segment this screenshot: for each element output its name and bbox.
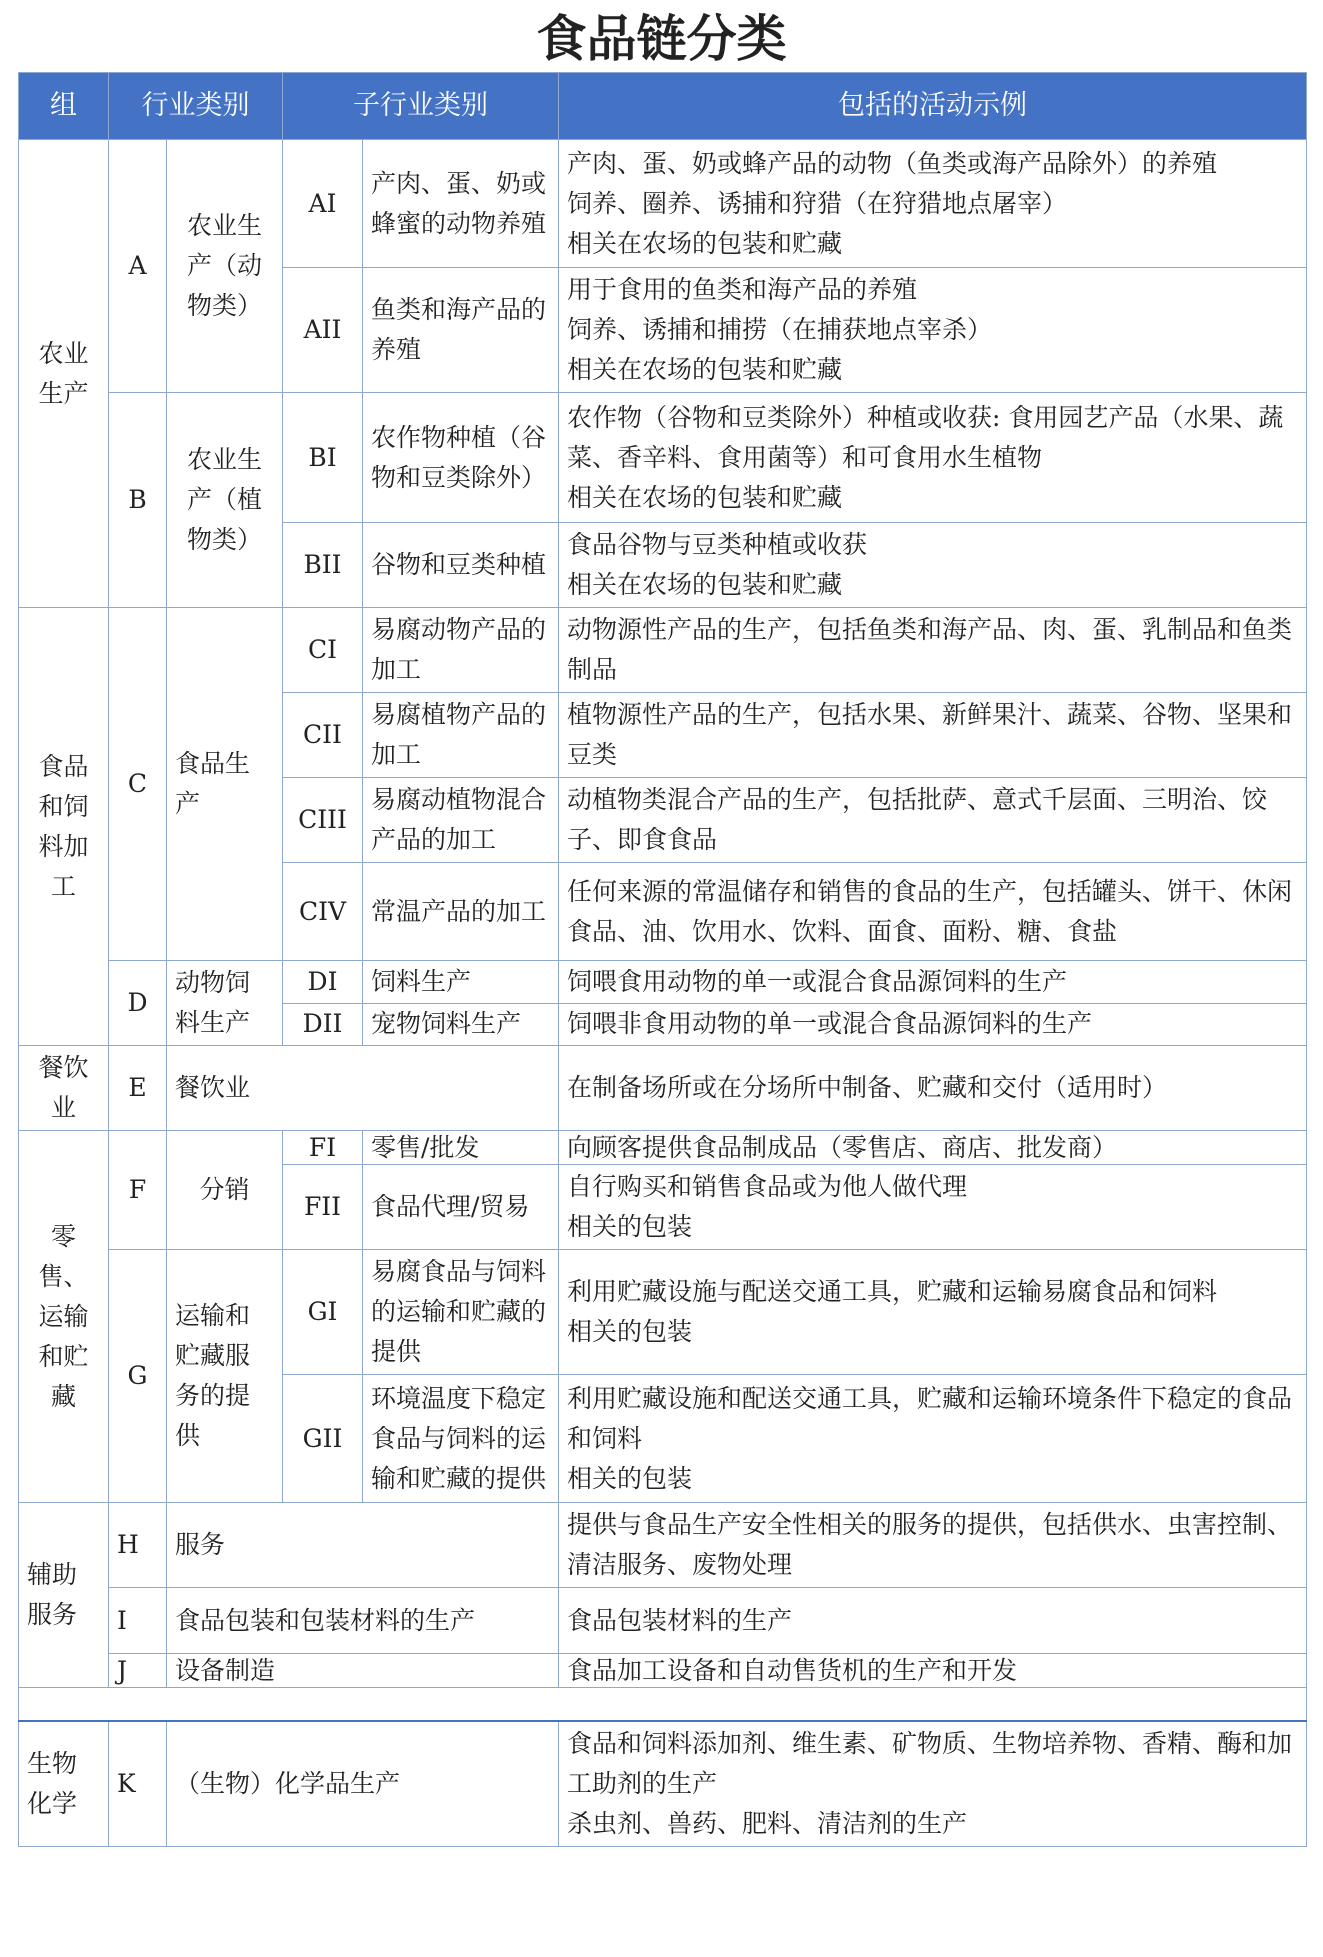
examples-cell — [559, 523, 1307, 608]
category-name: 动物饲料生产 — [167, 961, 283, 1046]
examples-cell — [559, 1375, 1307, 1503]
examples-cell: 食品加工设备和自动售货机的生产和开发 — [559, 1654, 1307, 1688]
examples-cell — [559, 693, 1307, 778]
example-line: 植物源性产品的生产，包括水果、新鲜果汁、蔬菜、谷物、坚果和豆类 — [567, 700, 1293, 769]
examples-cell: 提供与食品生产安全性相关的服务的提供，包括供水、虫害控制、清洁服务、废物处理 — [559, 1503, 1307, 1588]
example-line: 动植物类混合产品的生产，包括批萨、意式千层面、三明治、饺子、即食食品 — [567, 785, 1268, 854]
examples-cell — [559, 1165, 1307, 1250]
example-line: 食品谷物与豆类种植或收获 — [567, 530, 868, 559]
sub-name: 产肉、蛋、奶或蜂蜜的动物养殖 — [363, 140, 559, 268]
sub-code: GII — [283, 1375, 363, 1503]
example-line: 自行购买和销售食品或为他人做代理 — [567, 1172, 968, 1201]
example-line: 利用贮藏设施和配送交通工具，贮藏和运输环境条件下稳定的食品和饲料 — [567, 1383, 1293, 1453]
header-group: 组 — [19, 73, 109, 140]
sub-code: CII — [283, 693, 363, 778]
table-row — [19, 1503, 1307, 1588]
table-row — [19, 608, 1307, 693]
category-code: E — [109, 1046, 167, 1131]
table-row — [19, 1654, 1307, 1688]
category-name: 设备制造 — [167, 1654, 559, 1688]
category-code: F — [109, 1131, 167, 1250]
sub-name: 零售/批发 — [363, 1131, 559, 1165]
table-row — [19, 393, 1307, 523]
example-line: 杀虫剂、兽药、肥料、清洁剂的生产 — [567, 1809, 968, 1838]
sub-name: 易腐植物产品的加工 — [363, 693, 559, 778]
sub-code: BII — [283, 523, 363, 608]
example-line: 食品和饲料添加剂、维生素、矿物质、生物培养物、香精、酶和加工助剂的生产 — [567, 1729, 1293, 1798]
example-line: 动物源性产品的生产，包括鱼类和海产品、肉、蛋、乳制品和鱼类制品 — [567, 615, 1293, 684]
examples-cell — [559, 778, 1307, 863]
examples-cell — [559, 608, 1307, 693]
category-code: I — [109, 1588, 167, 1654]
header-row — [19, 73, 1307, 140]
header-sub-industry: 子行业类别 — [283, 73, 559, 140]
category-name: 餐饮业 — [167, 1046, 559, 1131]
example-line: 饲养、圈养、诱捕和狩猎（在狩猎地点屠宰） — [567, 188, 1068, 218]
example-line: 利用贮藏设施与配送交通工具，贮藏和运输易腐食品和饲料 — [567, 1277, 1218, 1306]
sub-name: 鱼类和海产品的养殖 — [363, 268, 559, 393]
sub-code: CIV — [283, 863, 363, 961]
example-line: 农作物（谷物和豆类除外）种植或收获: 食用园艺产品（水果、蔬菜、香辛料、食用菌等）和可食用水生植物 — [567, 402, 1284, 472]
sub-code: FI — [283, 1131, 363, 1165]
sub-code: DII — [283, 1003, 363, 1046]
sub-name: 环境温度下稳定食品与饲料的运输和贮藏的提供 — [363, 1375, 559, 1503]
category-code: K — [109, 1721, 167, 1847]
category-code: A — [109, 140, 167, 393]
category-name: 分销 — [167, 1131, 283, 1250]
table-row — [19, 1721, 1307, 1847]
category-code: C — [109, 608, 167, 961]
example-line: 向顾客提供食品制成品（零售店、商店、批发商） — [567, 1132, 1118, 1162]
sub-name: 饲料生产 — [363, 961, 559, 1004]
food-chain-table — [18, 72, 1307, 1847]
example-line: 饲喂非食用动物的单一或混合食品源饲料的生产 — [567, 1009, 1093, 1039]
group-cell: 农业生产 — [19, 140, 109, 608]
category-name: 农业生产（植物类） — [167, 393, 283, 608]
example-line: 饲养、诱捕和捕捞（在捕获地点宰杀） — [567, 315, 993, 344]
example-line: 相关在农场的包装和贮藏 — [567, 570, 843, 599]
examples-cell: 在制备场所或在分场所中制备、贮藏和交付（适用时） — [559, 1046, 1307, 1131]
examples-cell: 食品包装材料的生产 — [559, 1588, 1307, 1654]
table-row — [19, 1046, 1307, 1131]
sub-name: 农作物种植（谷物和豆类除外） — [363, 393, 559, 523]
table-row — [19, 140, 1307, 268]
header-examples: 包括的活动示例 — [559, 73, 1307, 140]
sub-code: FII — [283, 1165, 363, 1250]
table-row — [19, 961, 1307, 1004]
sub-name: 易腐动物产品的加工 — [363, 608, 559, 693]
sub-code: CIII — [283, 778, 363, 863]
group-cell: 零售、运输和贮藏 — [19, 1131, 109, 1503]
sub-name: 易腐食品与饲料的运输和贮藏的提供 — [363, 1250, 559, 1375]
example-line: 相关的包装 — [567, 1317, 693, 1346]
sub-code: BI — [283, 393, 363, 523]
table-row — [19, 1131, 1307, 1165]
category-code: D — [109, 961, 167, 1046]
category-code: J — [109, 1654, 167, 1688]
example-line: 相关在农场的包装和贮藏 — [567, 228, 843, 258]
sub-name: 谷物和豆类种植 — [363, 523, 559, 608]
category-name: （生物）化学品生产 — [167, 1721, 559, 1847]
category-code: H — [109, 1503, 167, 1588]
examples-cell — [559, 1003, 1307, 1046]
example-line: 任何来源的常温储存和销售的食品的生产，包括罐头、饼干、休闲食品、油、饮用水、饮料、面食、面粉、糖、食盐 — [567, 876, 1293, 946]
examples-cell — [559, 393, 1307, 523]
category-code: G — [109, 1250, 167, 1503]
sub-code: GI — [283, 1250, 363, 1375]
examples-cell — [559, 1250, 1307, 1375]
examples-cell — [559, 140, 1307, 268]
table-row — [19, 1250, 1307, 1375]
group-cell: 生物化学 — [19, 1721, 109, 1847]
sub-code: AI — [283, 140, 363, 268]
page-title: 食品链分类 — [536, 9, 787, 68]
category-name: 食品生产 — [167, 608, 283, 961]
header-industry: 行业类别 — [109, 73, 283, 140]
sub-code: CI — [283, 608, 363, 693]
sub-name: 易腐动植物混合产品的加工 — [363, 778, 559, 863]
examples-cell — [559, 961, 1307, 1004]
category-name: 食品包装和包装材料的生产 — [167, 1588, 559, 1654]
category-name: 农业生产（动物类） — [167, 140, 283, 393]
examples-cell — [559, 1131, 1307, 1165]
examples-cell — [559, 1721, 1307, 1847]
group-cell: 辅助服务 — [19, 1503, 109, 1688]
examples-cell — [559, 863, 1307, 961]
sub-name: 常温产品的加工 — [363, 863, 559, 961]
example-line: 相关在农场的包装和贮藏 — [567, 355, 843, 384]
example-line: 相关在农场的包装和贮藏 — [567, 482, 843, 512]
group-cell: 餐饮业 — [19, 1046, 109, 1131]
group-cell: 食品和饲料加工 — [19, 608, 109, 1046]
sub-name: 食品代理/贸易 — [363, 1165, 559, 1250]
example-line: 相关的包装 — [567, 1212, 693, 1241]
category-name: 服务 — [167, 1503, 559, 1588]
category-name: 运输和贮藏服务的提供 — [167, 1250, 283, 1503]
sub-name: 宠物饲料生产 — [363, 1003, 559, 1046]
example-line: 相关的包装 — [567, 1463, 693, 1493]
table-gap — [19, 1688, 1307, 1722]
example-line: 产肉、蛋、奶或蜂产品的动物（鱼类或海产品除外）的养殖 — [567, 148, 1218, 178]
sub-code: AII — [283, 268, 363, 393]
gap-cell — [19, 1688, 1307, 1722]
table-row — [19, 1588, 1307, 1654]
example-line: 饲喂食用动物的单一或混合食品源饲料的生产 — [567, 966, 1068, 996]
sub-code: DI — [283, 961, 363, 1004]
example-line: 用于食用的鱼类和海产品的养殖 — [567, 275, 918, 304]
examples-cell — [559, 268, 1307, 393]
category-code: B — [109, 393, 167, 608]
